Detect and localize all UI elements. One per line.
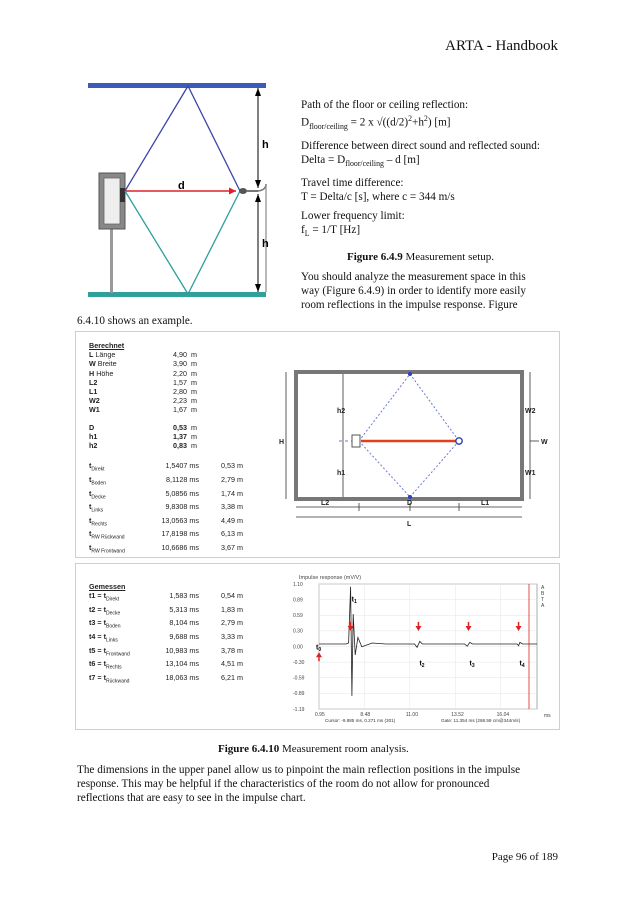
L1-label: L1	[481, 500, 490, 507]
h1-label: h1	[337, 470, 346, 477]
reflection-marker-label: $t_2$	[419, 660, 425, 670]
x-tick-label: 8.48	[360, 712, 371, 718]
x-unit-label: ms	[544, 713, 551, 719]
measured-row: $t3 = t_{Boden}$ 8,104 ms 2,79 m	[89, 618, 243, 630]
reflection-marker-label: $t_4$	[519, 660, 525, 670]
formula-line: Travel time difference:	[301, 177, 404, 190]
y-tick-label: 1.10	[293, 581, 303, 588]
calc-dim-row: W Breite 3,90 m	[89, 359, 197, 369]
gate-readout: Gate: 11.354 ms (268.59 cm@344m/s)	[441, 718, 521, 723]
paragraph-1-tail: 6.4.10 shows an example.	[77, 315, 193, 327]
y-tick-label: 0.89	[293, 597, 303, 604]
reflection-marker-label: $t_1$	[351, 596, 357, 605]
ceiling-line	[88, 83, 266, 88]
D-label: D	[407, 500, 413, 507]
formula-line: Delta = $D_{floor/ceiling}$ – d [m]	[301, 153, 420, 169]
ceiling-reflection-path	[125, 86, 188, 191]
right-axis-letter: A	[541, 585, 545, 591]
calc-dim-row: L2 1,57 m	[89, 377, 197, 387]
reflection-marker-label: $t_3$	[469, 660, 475, 670]
calc-time-row: $t_{Direkt}$ 1,5407 ms 0,53 m	[89, 461, 243, 473]
calc-dim-row: W1 1,67 m	[89, 405, 197, 415]
measured-table: Gemessen $t1 = t_{Direkt}$ 1,583 ms 0,54 m $t2 = t_{Decke}$ 5,313 ms 1,83 m $t3 = t_{Boden}$ 8,104 ms 2,79 m $t4 = t_{Links}$ 9,688 ms 3,33 m $t5 = t_{Frontwand}$ 10,983 ms 3,78 m $t6 = t_{Rechts}$ 13,104 ms 4,51 m $t7 = t_{Rückwand}$ 18,063 ms 6,21 m	[89, 582, 289, 687]
formula-line: $D_{floor/ceiling} = 2$ x $√((d/2)^2+h^2)$ [m]	[301, 114, 451, 131]
y-tick-label: 0.30	[293, 628, 303, 635]
formula-line: Lower frequency limit:	[301, 210, 405, 223]
y-tick-label: -0.30	[293, 659, 305, 666]
room-diagram	[279, 363, 551, 533]
room-speaker	[352, 435, 360, 447]
calc-time-row: $t_{Rechts}$ 13,0563 ms 4,49 m	[89, 515, 243, 528]
paragraph-2: The dimensions in the upper panel allow us to pinpoint the main reflection positions in the impulse response. This may be helpful if the characteristics of the room do not allow for pronounced reflections that are easy to see in the impulse chart.	[77, 764, 521, 804]
calc-dim-row: W2 2,23 m	[89, 396, 197, 406]
measured-row: $t1 = t_{Direkt}$ 1,583 ms 0,54 m	[89, 591, 243, 603]
L2-label: L2	[321, 500, 330, 507]
formula-line: Path of the floor or ceiling reflection:	[301, 99, 469, 111]
calc-dim-row: L Länge 4,90 m	[89, 350, 197, 360]
calc-table: Berechnet L Länge 4,90 m W Breite 3,90 m H Höhe 2,20 m L2 1,57 m L1 2,80 m W2 2,23 m W1 1,67 m D 0,53 m h1 1,37 m h2 0,83 m $t_{Direkt}$ 1,5407 ms 0,53 m $t_{Boden}$ 8,1128 ms 2,79 m $t_{Decke}$ 5,0856 ms 1,74 m $t_{Links}$ 9,8308 ms 3,38 m $t_{Rechts}$ 13,0563 ms 4,49 m $t_{RW Rückwand}$ 17,8198 ms 6,13 m $t_{RW Frontwand}$ 10,6686 ms 3,67 m	[89, 341, 289, 557]
right-axis-letter: B	[541, 591, 545, 597]
calc-dim-row: L1 2,80 m	[89, 387, 197, 397]
reflection-marker-label: $t_0$	[316, 644, 322, 653]
room-analysis-figure	[75, 331, 559, 731]
room-W-label: W	[541, 439, 548, 446]
calc-time-row: $t_{RW Rückwand}$ 17,8198 ms 6,13 m	[89, 529, 243, 541]
measurement-setup-diagram	[86, 80, 296, 302]
measured-row: $t2 = t_{Decke}$ 5,313 ms 1,83 m	[89, 604, 243, 617]
formula-line: $f_L = 1/T$ [Hz]	[301, 224, 361, 239]
x-tick-label: 0.95	[315, 712, 325, 718]
calc-time-row: $t_{Links}$ 9,8308 ms 3,38 m	[89, 502, 243, 514]
room-microphone	[456, 438, 462, 444]
page-number: Page 96 of 189	[491, 851, 558, 863]
chart-title: Impulse response (mV/V)	[299, 575, 362, 581]
speaker-stand	[110, 228, 113, 293]
right-axis-letter: A	[541, 603, 545, 609]
calc-pos-row: h1 1,37 m	[89, 431, 197, 441]
paragraph-1: You should analyze the measurement space in this way (Figure 6.4.9) in order to identify more easily room reflections in the impulse response. Figure	[301, 271, 526, 311]
calc-dim-row: H Höhe 2,20 m	[89, 368, 197, 378]
formula-block	[301, 98, 571, 241]
W1-label: W1	[525, 470, 536, 477]
y-tick-label: -0.89	[293, 691, 305, 698]
calc-time-row: $t_{Boden}$ 8,1128 ms 2,79 m	[89, 474, 243, 487]
y-tick-label: 0.59	[293, 613, 303, 620]
h2-label: h2	[337, 408, 346, 415]
calc-pos-row: h2 0,83 m	[89, 441, 197, 451]
impulse-response-chart	[289, 571, 555, 726]
floor-reflection-path	[125, 191, 188, 294]
d-label: d	[178, 180, 185, 192]
measured-row: $t5 = t_{Frontwand}$ 10,983 ms 3,78 m	[89, 645, 243, 658]
right-axis-letter: T	[541, 597, 545, 603]
x-tick-label: 13.52	[451, 712, 464, 718]
calc-time-row: $t_{Decke}$ 5,0856 ms 1,74 m	[89, 488, 243, 500]
formula-line: Difference between direct sound and reflected sound:	[301, 139, 540, 152]
formula-line: T = Delta/c [s], where c = 344 m/s	[301, 191, 455, 204]
h-bottom-label: h	[262, 238, 269, 250]
room-walls	[296, 372, 522, 499]
measured-row: $t4 = t_{Links}$ 9,688 ms 3,33 m	[89, 632, 243, 644]
x-tick-label: 11.00	[405, 712, 418, 718]
y-tick-label: -1.19	[293, 706, 305, 713]
h-top-label: h	[262, 139, 269, 151]
measured-row: $t6 = t_{Rechts}$ 13,104 ms 4,51 m	[89, 659, 243, 671]
room-H-label: H	[279, 439, 285, 446]
calc-time-row: $t_{RW Frontwand}$ 10,6686 ms 3,67 m	[89, 543, 243, 555]
measured-row: $t7 = t_{Rückwand}$ 18,063 ms 6,21 m	[89, 673, 243, 685]
page-header-title: ARTA - Handbook	[445, 38, 558, 54]
W2-label: W2	[525, 408, 536, 415]
figure-6-4-10-caption: Figure 6.4.10 Measurement room analysis.	[218, 743, 409, 755]
y-tick-label: -0.59	[293, 675, 305, 682]
floor-line	[88, 292, 266, 297]
calc-pos-row: D 0,53 m	[89, 422, 197, 432]
cursor-readout: Cursor: -9.885 ms, 0.271 ms (301)	[325, 718, 396, 723]
x-tick-label: 16.04	[496, 712, 510, 718]
room-L-label: L	[407, 521, 412, 528]
y-tick-label: 0.00	[293, 644, 303, 651]
microphone	[239, 188, 247, 194]
figure-6-4-9-caption: Figure 6.4.9 Measurement setup.	[347, 251, 495, 263]
